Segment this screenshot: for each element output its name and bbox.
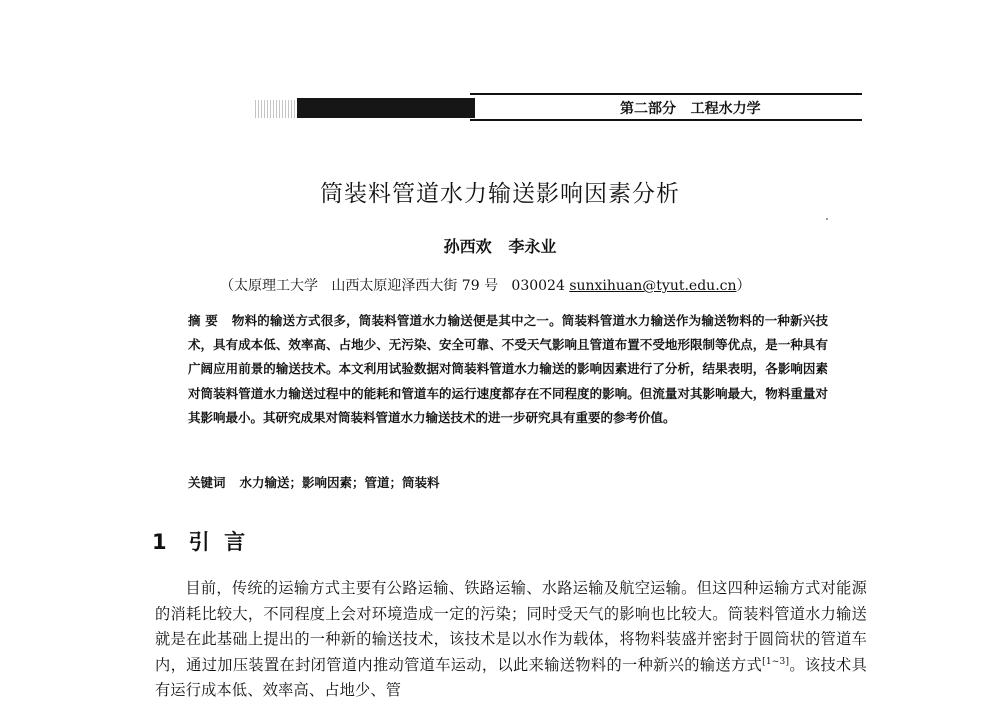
- body-text-part1: 目前，传统的运输方式主要有公路运输、铁路运输、水路运输及航空运输。但这四种运输方式对能源的消耗比较大，不同程度上会对环境造成一定的污染；同时受天气的影响也比较大。筒装料管道水力输送就是在此基础上提出的一种新的输送技术，该技术是以水作为载体，将物料装盛并密封于圆筒状的管道车内，通过加压装置在封闭管道内推动管道车运动，以此来输送物料的一种新兴的输送方式: [155, 579, 867, 674]
- scan-speck: [826, 218, 828, 220]
- header-rule-bottom: [470, 119, 862, 121]
- keywords-label: 关键词: [188, 475, 226, 490]
- section-title: 引 言: [188, 530, 246, 554]
- header-rule-top: [470, 93, 862, 95]
- citation-ref[interactable]: [1~3]: [762, 656, 790, 667]
- paper-title: 筒装料管道水力输送影响因素分析: [320, 181, 680, 207]
- affiliation: [220, 275, 751, 295]
- body-text-part2: 。该技术具有运行成本低、效率高、占地少、管: [155, 655, 867, 700]
- paper-authors: 孙西欢 李永业: [443, 237, 557, 256]
- abstract-label: 摘 要: [188, 313, 218, 328]
- affiliation-close: ）: [736, 278, 751, 294]
- keywords: [188, 473, 440, 491]
- running-head: 第二部分 工程水力学: [620, 101, 761, 117]
- keywords-text: 水力输送；影响因素；管道；筒装料: [239, 475, 440, 490]
- abstract: [188, 309, 828, 430]
- section-number: 1: [152, 530, 167, 554]
- header-scan-noise: [255, 100, 297, 118]
- section-heading: [152, 526, 245, 556]
- author-email-link[interactable]: sunxihuan@tyut.edu.cn: [569, 278, 737, 294]
- affiliation-text: （太原理工大学 山西太原迎泽西大街 79 号 030024: [220, 278, 565, 294]
- body-paragraph: [155, 576, 867, 704]
- header-black-bar: [297, 98, 475, 118]
- abstract-text: 物料的输送方式很多，筒装料管道水力输送便是其中之一。筒装料管道水力输送作为输送物料的一种新兴技术，具有成本低、效率高、占地少、无污染、安全可靠、不受天气影响且管道布置不受地形限制等优点，是一种具有广阔应用前景的输送技术。本文利用试验数据对筒装料管道水力输送的影响因素进行了分析，结果表明，各影响因素对筒装料管道水力输送过程中的能耗和管道车的运行速度都存在不同程度的影响。但流量对其影响最大，物料重量对其影响最小。其研究成果对筒装料管道水力输送技术的进一步研究具有重要的参考价值。: [188, 313, 828, 425]
